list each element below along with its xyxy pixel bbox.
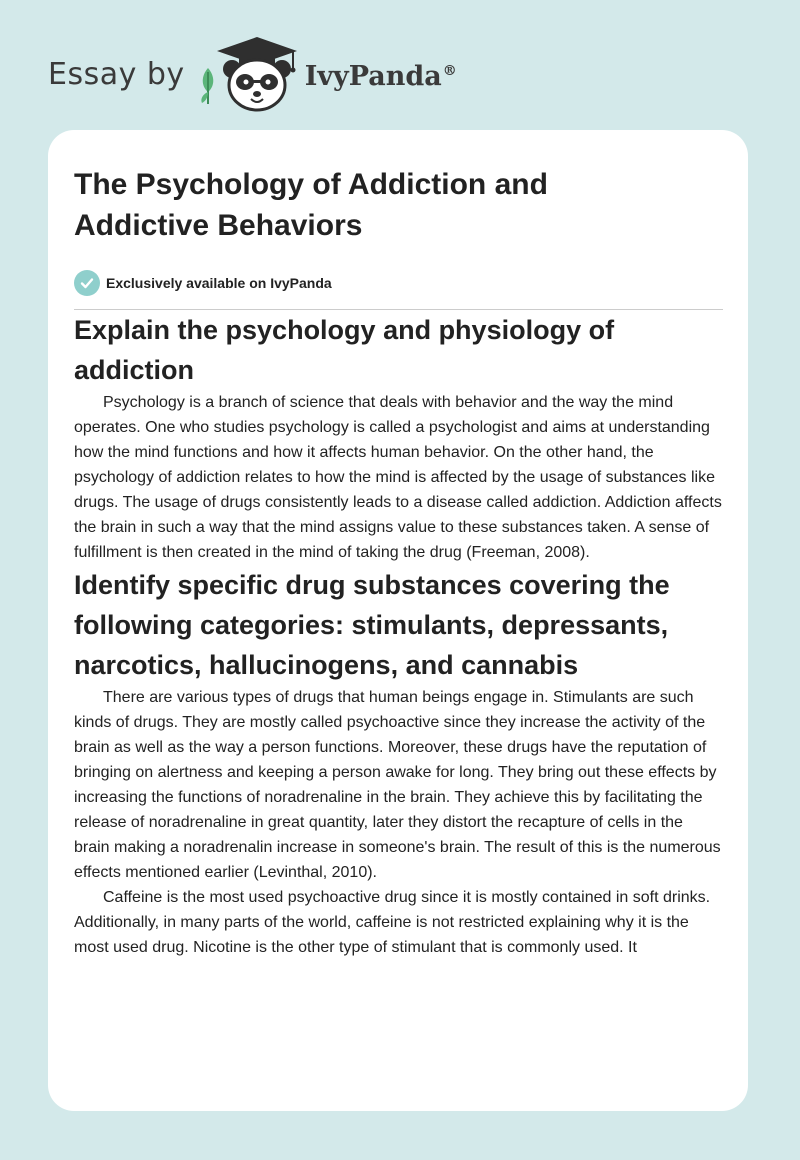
check-circle-icon (74, 270, 100, 296)
registered-mark: ® (442, 62, 457, 79)
exclusive-badge-label: Exclusively available on IvyPanda (106, 275, 332, 291)
exclusive-badge (74, 270, 722, 296)
document-title-line: The Psychology of Addiction and (74, 168, 548, 201)
essay-card (48, 130, 748, 1111)
essay-by-label: Essay by (48, 56, 185, 92)
body-paragraph: There are various types of drugs that human beings engage in. Stimulants are such kinds of drugs. They are mostly called psychoactive since they increase the activity of the brain as well as the way a person functions. Moreover, these drugs have the reputation of bringing on alertness and keeping a person awake for long. They bring out these effects by increasing the functions of noradrenaline in the brain. They achieve this by facilitating the release of noradrenaline in great quantity, later they distort the recapture of cells in the brain making a noradrenalin increase in someone's brain. The result of this is the numerous effects mentioned earlier (Levinthal, 2010). (74, 689, 721, 881)
section-heading: Explain the psychology and physiology of addiction (74, 315, 615, 385)
body-paragraph: Psychology is a branch of science that deals with behavior and the way the mind operates. One who studies psychology is called a psychologist and aims at understanding how the mind functions and how it affects human behavior. On the other hand, the psychology of addiction relates to how the mind is affected by the usage of substances like drugs. The usage of drugs consistently leads to a disease called addiction. Addiction affects the brain in such a way that the mind assigns value to these substances taken. A sense of fulfillment is then created in the mind of taking the drug (Freeman, 2008). (74, 394, 722, 561)
document-title-line: Addictive Behaviors (74, 209, 363, 242)
brand-name[interactable]: IvyPanda® (304, 60, 457, 92)
section-heading: Identify specific drug substances covering the following categories: stimulants, depressants, narcotics, hallucinogens, and cannabis (74, 570, 670, 680)
panda-graduate-icon (215, 35, 299, 113)
body-paragraph: Caffeine is the most used psychoactive drug since it is mostly contained in soft drinks. Additionally, in many parts of the world, caffeine is not restricted explaining why it is the most used drug. Nicotine is the other type of stimulant that is commonly used. It (74, 889, 711, 956)
site-header (48, 34, 457, 114)
essay-content (74, 164, 722, 960)
document-title (74, 164, 722, 246)
